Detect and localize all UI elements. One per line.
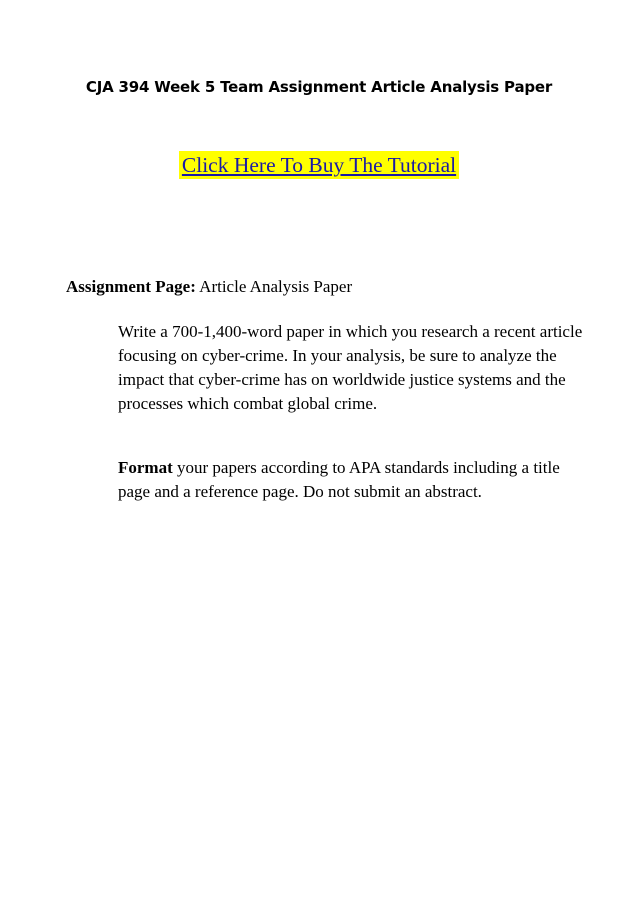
buy-link-container	[0, 151, 638, 179]
format-text: your papers according to APA standards including a title page and a reference page. Do not submit an abstract.	[118, 458, 560, 501]
buy-tutorial-link[interactable]: Click Here To Buy The Tutorial	[179, 151, 459, 179]
assignment-value: Article Analysis Paper	[195, 277, 353, 296]
document-title: CJA 394 Week 5 Team Assignment Article Analysis Paper	[85, 78, 553, 96]
assignment-heading	[66, 275, 352, 299]
assignment-instructions: Write a 700-1,400-word paper in which you research a recent article focusing on cyber-crime. In your analysis, be sure to analyze the impact that cyber-crime has on worldwide justice systems and the processes which combat global crime.	[118, 322, 583, 413]
format-instructions	[118, 456, 588, 504]
assignment-label: Assignment Page:	[66, 277, 196, 296]
format-lead: Format	[118, 458, 173, 477]
